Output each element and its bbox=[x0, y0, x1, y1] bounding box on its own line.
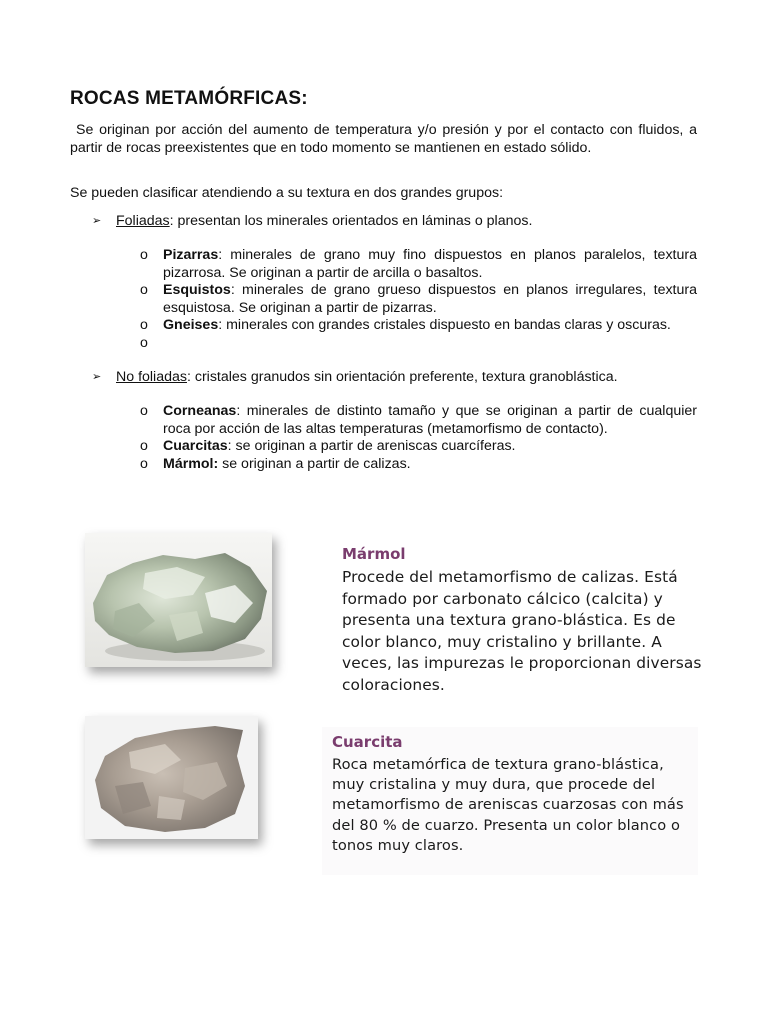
list-item bbox=[140, 438, 697, 456]
quartzite-photo bbox=[85, 716, 258, 839]
group-description: : cristales granudos sin orientación preferente, textura granoblástica. bbox=[186, 369, 618, 385]
circle-bullet-icon: o bbox=[140, 317, 148, 333]
quartzite-rock-image bbox=[85, 716, 258, 839]
circle-bullet-icon: o bbox=[140, 438, 148, 454]
rock-description: : minerales con grandes cristales dispuesto en bandas claras y oscuras. bbox=[218, 317, 671, 333]
group-name: Foliadas bbox=[116, 213, 170, 229]
arrow-bullet-icon: ➢ bbox=[92, 371, 102, 383]
list-item bbox=[140, 317, 697, 335]
marble-rock-image bbox=[85, 533, 272, 667]
group-description: : presentan los minerales orientados en láminas o planos. bbox=[169, 213, 533, 229]
list-item bbox=[140, 456, 697, 474]
classification-paragraph: Se pueden clasificar atendiendo a su textura en dos grandes grupos: bbox=[70, 185, 504, 201]
card-title: Cuarcita bbox=[332, 733, 403, 751]
rock-name: Pizarras bbox=[163, 247, 219, 263]
rock-name: Gneises bbox=[163, 317, 219, 333]
rock-name: Cuarcitas bbox=[163, 438, 228, 454]
list-item bbox=[140, 247, 697, 282]
rock-description: : minerales de distinto tamaño y que se originan a partir de cualquier roca por acción de las altas temperaturas (metamorfismo de contacto). bbox=[163, 403, 697, 437]
list-item bbox=[140, 282, 697, 317]
circle-bullet-icon: o bbox=[140, 247, 148, 263]
rock-name: Esquistos bbox=[163, 282, 231, 298]
arrow-bullet-icon: ➢ bbox=[92, 215, 102, 227]
circle-bullet-icon: o bbox=[140, 334, 148, 351]
marble-photo bbox=[85, 533, 272, 667]
rock-description: : se originan a partir de areniscas cuarcíferas. bbox=[227, 438, 516, 454]
group-foliadas bbox=[92, 213, 697, 231]
intro-paragraph: Se originan por acción del aumento de temperatura y/o presión y por el contacto con fluidos, a partir de rocas preexistentes que en todo momento se mantienen en estado sólido. bbox=[70, 122, 697, 156]
list-item bbox=[140, 403, 697, 438]
rock-description: : minerales de grano grueso dispuestos en planos irregulares, textura esquistosa. Se originan a partir de pizarras. bbox=[163, 282, 697, 316]
circle-bullet-icon: o bbox=[140, 282, 148, 298]
card-body: Roca metamórfica de textura grano-blástica, muy cristalina y muy dura, que procede del metamorfismo de areniscas cuarzosas con más del 80 % de cuarzo. Presenta un color blanco o tonos muy claros. bbox=[332, 756, 684, 854]
group-name: No foliadas bbox=[116, 369, 187, 385]
list-item-empty bbox=[140, 335, 697, 353]
rock-description: : minerales de grano muy fino dispuestos en planos paralelos, textura pizarrosa. Se originan a partir de arcilla o basaltos. bbox=[163, 247, 697, 281]
circle-bullet-icon: o bbox=[140, 403, 148, 419]
rock-name: Mármol: bbox=[163, 455, 219, 472]
no-foliadas-list bbox=[140, 403, 697, 473]
card-title: Mármol bbox=[342, 545, 406, 563]
card-body: Procede del metamorfismo de calizas. Está formado por carbonato cálcico (calcita) y presenta una textura grano-blástica. Es de color blanco, muy cristalino y brillante. A veces, las impurezas le proporcionan diversas coloraciones. bbox=[342, 568, 702, 694]
rock-name: Corneanas bbox=[163, 403, 237, 419]
rock-description: se originan a partir de calizas. bbox=[218, 455, 411, 472]
circle-bullet-icon: o bbox=[140, 455, 148, 472]
foliadas-list bbox=[140, 247, 697, 352]
quartzite-info-card bbox=[322, 727, 698, 875]
marble-info-card bbox=[332, 545, 702, 695]
page-title: ROCAS METAMÓRFICAS: bbox=[70, 88, 308, 109]
group-no-foliadas bbox=[92, 369, 697, 387]
